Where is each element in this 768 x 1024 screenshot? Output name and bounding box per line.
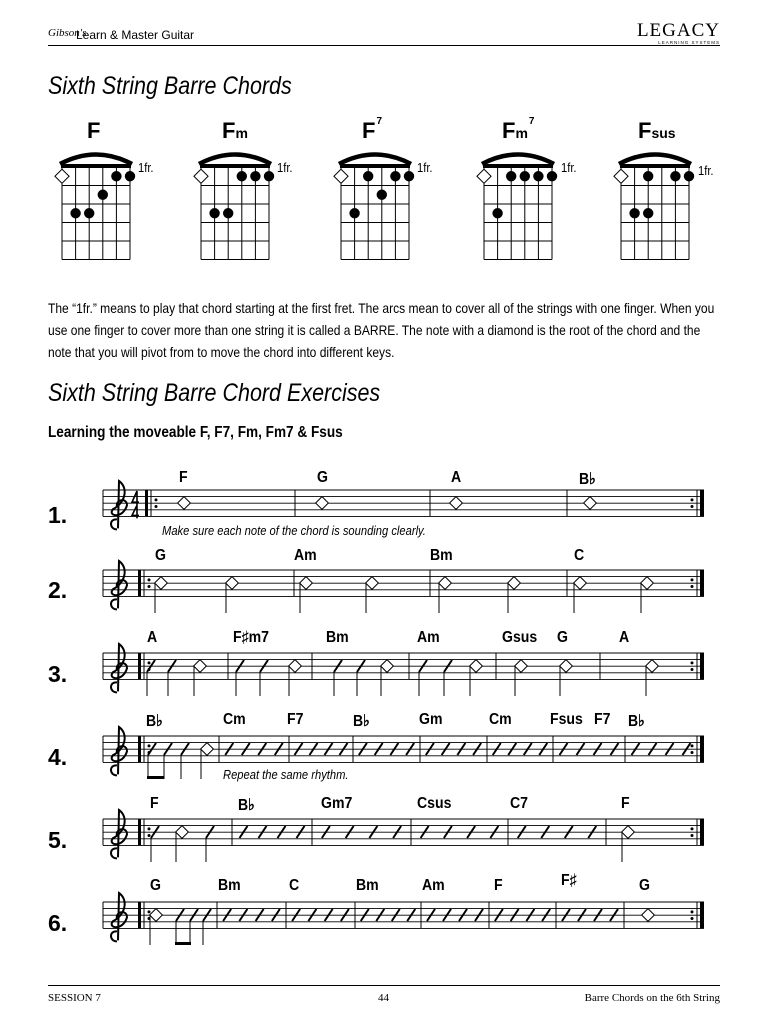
nut (620, 164, 690, 168)
finger-dot (377, 190, 387, 200)
rhythm-slash (511, 909, 519, 921)
finger-dot (492, 208, 502, 218)
music-staff (103, 561, 704, 609)
repeat-dot (148, 827, 151, 830)
chord-quality: m (515, 125, 528, 141)
rhythm-slash (518, 826, 526, 838)
finger-dot (629, 208, 639, 218)
rhythm-slash (565, 826, 573, 838)
repeat-end-thick (700, 736, 704, 762)
note-diamond (226, 577, 239, 590)
note-diamond (646, 660, 659, 673)
finger-dot (250, 171, 260, 181)
staff-chord-symbol: F (179, 469, 188, 486)
chord-root: F (638, 118, 652, 143)
exercise-number: 2. (48, 577, 68, 603)
staff-chord-symbol: F♯ (561, 872, 577, 889)
explanation-paragraph: The “1fr.” means to play that chord starting at the first fret. The arcs mean to cover all of the strings with one finger. When you use one finger to cover more than one string it is called a BARRE. The note with a diamond is the root of the chord and the note that you will pivot from to move the chord into different keys. (48, 300, 715, 360)
rhythm-slash (164, 743, 172, 755)
publisher-logo-sub: LEARNING SYSTEMS (658, 40, 720, 45)
rhythm-slash (334, 660, 342, 672)
staff-chord-symbol: F7 (594, 711, 611, 728)
rhythm-slash (541, 826, 549, 838)
chord-root: F (362, 118, 376, 143)
staff-chord-symbol: B♭ (238, 797, 255, 814)
note-diamond (381, 660, 394, 673)
finger-dot (349, 208, 359, 218)
rhythm-slash (357, 660, 365, 672)
staff-chord-symbol: G (155, 547, 166, 564)
repeat-dot (148, 578, 151, 581)
rhythm-slash (147, 660, 155, 672)
finger-dot (390, 171, 400, 181)
note-beam (175, 942, 191, 945)
staff-chord-symbol: Fsus (550, 711, 583, 728)
staff-chord-symbol: G (150, 877, 161, 894)
note-diamond (508, 577, 521, 590)
page-number: 44 (378, 992, 389, 1004)
rhythm-slash (310, 743, 318, 755)
repeat-dot (148, 834, 151, 837)
finger-dot (363, 171, 373, 181)
rhythm-slash (242, 743, 250, 755)
rhythm-slash (578, 909, 586, 921)
rhythm-slash (341, 909, 349, 921)
staff-chord-symbol: A (451, 469, 462, 486)
fret-label: 1fr. (277, 160, 293, 175)
rhythm-slash (666, 743, 674, 755)
rhythm-slash (427, 909, 435, 921)
rhythm-slash (475, 909, 483, 921)
chord-extension: 7 (528, 116, 535, 127)
rhythm-slash (295, 743, 303, 755)
finger-dot (98, 190, 108, 200)
rhythm-slash (259, 826, 267, 838)
rhythm-slash (240, 826, 248, 838)
rhythm-slash (278, 826, 286, 838)
exercise-annotation: Repeat the same rhythm. (223, 767, 349, 782)
music-staff (103, 727, 704, 775)
treble-clef-icon (111, 644, 127, 692)
finger-dot (404, 171, 414, 181)
rhythm-slash (610, 909, 618, 921)
rhythm-slash (393, 826, 401, 838)
exercises-subheading: Learning the moveable F, F7, Fm, Fm7 & Fsus (48, 424, 343, 441)
rhythm-slash (577, 743, 585, 755)
staff-chord-symbol: Bm (326, 629, 349, 646)
chord-diagram (334, 155, 414, 260)
rhythm-slash (611, 743, 619, 755)
repeat-start-thick (138, 570, 141, 596)
repeat-dot (691, 661, 694, 664)
repeat-end-thick (700, 490, 704, 516)
rhythm-slash (203, 909, 211, 921)
note-diamond (574, 577, 587, 590)
note-diamond (300, 577, 313, 590)
chord-root: F (502, 118, 516, 143)
rhythm-slash (594, 909, 602, 921)
music-staff (103, 893, 704, 941)
finger-dot (111, 171, 121, 181)
staff-chord-symbol: C (289, 877, 300, 894)
rhythm-slash (390, 743, 398, 755)
repeat-end-thick (700, 570, 704, 596)
root-diamond (194, 169, 208, 183)
staff-chord-symbol: Am (294, 547, 317, 564)
rhythm-slash (375, 743, 383, 755)
rhythm-slash (421, 826, 429, 838)
nut (340, 164, 410, 168)
finger-dot (70, 208, 80, 218)
staff-chord-symbol: Cm (223, 711, 246, 728)
rhythm-slash (495, 909, 503, 921)
repeat-dot (691, 744, 694, 747)
rhythm-slash (206, 826, 214, 838)
finger-dot (209, 208, 219, 218)
repeat-dot (691, 910, 694, 913)
finger-dot (643, 171, 653, 181)
rhythm-slash (322, 826, 330, 838)
rhythm-slash (151, 826, 159, 838)
rhythm-slash (443, 909, 451, 921)
repeat-end-thick (700, 819, 704, 845)
rhythm-slash (406, 743, 414, 755)
finger-dot (520, 171, 530, 181)
rhythm-slash (526, 909, 534, 921)
rhythm-slash (419, 660, 427, 672)
exercise-number: 1. (48, 502, 68, 528)
chord-extension: 7 (376, 116, 383, 127)
finger-dot (670, 171, 680, 181)
repeat-dot (155, 505, 158, 508)
rhythm-slash (392, 909, 400, 921)
rhythm-slash (539, 743, 547, 755)
note-diamond (515, 660, 528, 673)
treble-clef-icon (111, 893, 127, 941)
exercise-annotation: Make sure each note of the chord is sounding clearly. (162, 523, 426, 538)
repeat-dot (691, 827, 694, 830)
finger-dot (547, 171, 557, 181)
note-diamond (450, 497, 463, 510)
rhythm-slash (359, 743, 367, 755)
finger-dot (506, 171, 516, 181)
rhythm-slash (444, 660, 452, 672)
rhythm-slash (346, 826, 354, 838)
note-diamond (584, 497, 597, 510)
note-diamond (150, 909, 163, 922)
rhythm-slash (560, 743, 568, 755)
staff-chord-symbol: B♭ (628, 713, 645, 730)
root-diamond (55, 169, 69, 183)
exercise-number: 3. (48, 661, 68, 687)
repeat-dot (148, 910, 151, 913)
repeat-dot (691, 505, 694, 508)
rhythm-slash (297, 826, 305, 838)
repeat-dot (148, 585, 151, 588)
repeat-start-thick (138, 653, 141, 679)
repeat-dot (148, 744, 151, 747)
time-signature-bottom (132, 505, 139, 518)
rhythm-slash (524, 743, 532, 755)
rhythm-slash (444, 826, 452, 838)
note-diamond (194, 660, 207, 673)
repeat-dot (691, 751, 694, 754)
rhythm-slash (473, 743, 481, 755)
repeat-start-thick (145, 490, 148, 516)
fret-label: 1fr. (561, 160, 577, 175)
finger-dot (264, 171, 274, 181)
chord-root: F (222, 118, 236, 143)
treble-clef-icon (111, 481, 127, 529)
note-diamond (560, 660, 573, 673)
rhythm-slash (490, 826, 498, 838)
staff-chord-symbol: F (494, 877, 503, 894)
rhythm-slash (632, 743, 640, 755)
finger-dot (84, 208, 94, 218)
repeat-end-thick (700, 902, 704, 928)
staff-chord-symbol: F (621, 795, 630, 812)
brand-logo: Gibson's (48, 27, 87, 39)
exercise-number: 6. (48, 910, 68, 936)
note-diamond (289, 660, 302, 673)
staff-chord-symbol: G (639, 877, 650, 894)
footer-session: SESSION 7 (48, 992, 101, 1004)
treble-clef-icon (111, 727, 127, 775)
note-diamond (641, 577, 654, 590)
repeat-dot (148, 917, 151, 920)
chord-diagram (614, 155, 694, 260)
fret-label: 1fr. (698, 163, 714, 178)
note-diamond (176, 826, 189, 839)
nut (61, 164, 131, 168)
rhythm-slash (407, 909, 415, 921)
staff-chord-symbol: B♭ (353, 713, 370, 730)
finger-dot (125, 171, 135, 181)
rhythm-slash (308, 909, 316, 921)
note-diamond (316, 497, 329, 510)
publisher-logo-main: LEGACY (636, 20, 720, 41)
rhythm-slash (542, 909, 550, 921)
note-diamond (155, 577, 168, 590)
barre-arc (482, 155, 554, 165)
note-diamond (439, 577, 452, 590)
staff-chord-symbol: F7 (287, 711, 304, 728)
exercise-number: 5. (48, 827, 68, 853)
treble-clef-icon (111, 810, 127, 858)
rhythm-slash (361, 909, 369, 921)
fret-label: 1fr. (138, 160, 154, 175)
rhythm-slash (239, 909, 247, 921)
repeat-start-thick (138, 819, 141, 845)
rhythm-slash (325, 909, 333, 921)
barre-arc (619, 155, 691, 165)
rhythm-slash (190, 909, 198, 921)
rhythm-slash (223, 909, 231, 921)
root-diamond (334, 169, 348, 183)
repeat-dot (691, 498, 694, 501)
rhythm-slash (457, 743, 465, 755)
note-diamond (642, 909, 655, 922)
book-title: Learn & Master Guitar (76, 28, 195, 42)
nut (483, 164, 553, 168)
finger-dot (643, 208, 653, 218)
repeat-end-thick (700, 653, 704, 679)
rhythm-slash (148, 743, 156, 755)
rhythm-slash (683, 743, 691, 755)
rhythm-slash (292, 909, 300, 921)
chord-diagram (194, 155, 274, 260)
staff-chord-symbol: Bm (430, 547, 453, 564)
chord-root: F (87, 118, 101, 143)
chord-quality: sus (651, 125, 676, 141)
note-beam (147, 776, 164, 779)
rhythm-slash (181, 743, 189, 755)
rhythm-slash (176, 909, 184, 921)
repeat-dot (691, 917, 694, 920)
rhythm-slash (508, 743, 516, 755)
staff-chord-symbol: B♭ (579, 471, 596, 488)
staff-chord-symbol: C7 (510, 795, 528, 812)
staff-chord-symbol: Csus (417, 795, 452, 812)
staff-chord-symbol: Am (417, 629, 440, 646)
rhythm-slash (325, 743, 333, 755)
note-diamond (622, 826, 635, 839)
barre-arc (60, 155, 132, 165)
staff-chord-symbol: Gm7 (321, 795, 353, 812)
fret-label: 1fr. (417, 160, 433, 175)
footer-divider (48, 985, 720, 986)
music-staff (103, 644, 704, 692)
rhythm-slash (225, 743, 233, 755)
repeat-dot (691, 585, 694, 588)
rhythm-slash (258, 743, 266, 755)
root-diamond (477, 169, 491, 183)
time-signature-top (132, 491, 139, 505)
rhythm-slash (340, 743, 348, 755)
repeat-dot (691, 668, 694, 671)
nut (200, 164, 270, 168)
rhythm-slash (426, 743, 434, 755)
repeat-dot (148, 668, 151, 671)
chord-quality: m (235, 125, 248, 141)
staff-chord-symbol: C (574, 547, 585, 564)
music-staff (103, 810, 704, 858)
staff-chord-symbol: F (150, 795, 159, 812)
rhythm-slash (442, 743, 450, 755)
rhythm-slash (272, 909, 280, 921)
staff-chord-symbol: G (317, 469, 328, 486)
repeat-start-thick (138, 736, 141, 762)
repeat-dot (148, 661, 151, 664)
rhythm-slash (260, 660, 268, 672)
staff-chord-symbol: Gm (419, 711, 443, 728)
rhythm-slash (369, 826, 377, 838)
staff-chord-symbol: A (147, 629, 158, 646)
staff-chord-symbol: F♯m7 (233, 629, 269, 646)
root-diamond (614, 169, 628, 183)
section-title-barre-chords: Sixth String Barre Chords (48, 72, 292, 100)
note-diamond (470, 660, 483, 673)
finger-dot (223, 208, 233, 218)
repeat-dot (155, 498, 158, 501)
chord-diagram (55, 155, 135, 260)
finger-dot (684, 171, 694, 181)
rhythm-slash (493, 743, 501, 755)
chord-diagram (477, 155, 557, 260)
staff-chord-symbol: G (557, 629, 568, 646)
note-diamond (178, 497, 191, 510)
rhythm-slash (594, 743, 602, 755)
staff-chord-symbol: Bm (218, 877, 241, 894)
rhythm-slash (459, 909, 467, 921)
barre-arc (339, 155, 411, 165)
section-title-exercises: Sixth String Barre Chord Exercises (48, 379, 381, 407)
rhythm-slash (376, 909, 384, 921)
treble-clef-icon (111, 561, 127, 609)
staff-chord-symbol: A (619, 629, 630, 646)
repeat-dot (691, 578, 694, 581)
rhythm-slash (168, 660, 176, 672)
exercise-number: 4. (48, 744, 68, 770)
rhythm-slash (236, 660, 244, 672)
chord-diagrams (0, 0, 768, 290)
staff-chord-symbol: Am (422, 877, 445, 894)
repeat-dot (691, 834, 694, 837)
staff-chord-symbol: Cm (489, 711, 512, 728)
barre-arc (199, 155, 271, 165)
rhythm-slash (588, 826, 596, 838)
staff-chord-symbol: B♭ (146, 713, 163, 730)
note-diamond (201, 743, 214, 756)
rhythm-slash (562, 909, 570, 921)
rhythm-slash (467, 826, 475, 838)
staff-chord-symbol: Bm (356, 877, 379, 894)
repeat-start-thick (138, 902, 141, 928)
finger-dot (533, 171, 543, 181)
rhythm-slash (256, 909, 264, 921)
rhythm-slash (275, 743, 283, 755)
footer-chapter: Barre Chords on the 6th String (584, 992, 720, 1004)
rhythm-slash (649, 743, 657, 755)
staff-chord-symbol: Gsus (502, 629, 538, 646)
note-diamond (366, 577, 379, 590)
repeat-dot (148, 751, 151, 754)
finger-dot (237, 171, 247, 181)
